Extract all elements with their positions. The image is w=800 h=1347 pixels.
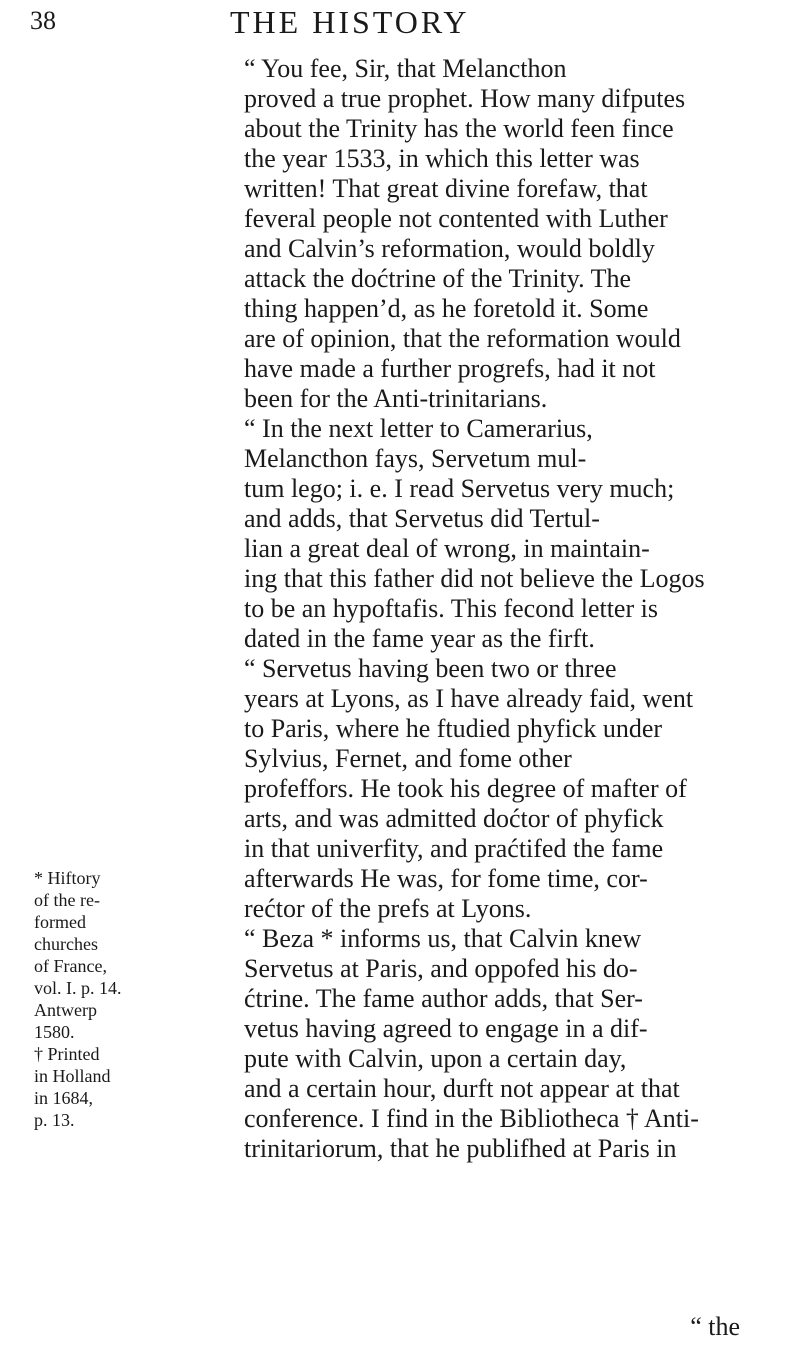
margin-note-line: of the re- <box>34 890 100 910</box>
body-line: ing that this father did not believe the Logos <box>244 564 705 593</box>
body-line: are of opinion, that the reformation would <box>244 324 681 353</box>
body-line: “ Beza * informs us, that Calvin knew <box>244 924 642 953</box>
body-line: Servetus at Paris, and oppofed his do- <box>244 954 638 983</box>
body-line: to be an hypoftafis. This fecond letter is <box>244 594 658 623</box>
margin-note-line: p. 13. <box>34 1110 75 1130</box>
margin-note-line: vol. I. p. 14. <box>34 978 122 998</box>
body-line: feveral people not contented with Luther <box>244 204 668 233</box>
body-line: and adds, that Servetus did Tertul- <box>244 504 600 533</box>
margin-note-line: in Holland <box>34 1066 111 1086</box>
body-line: arts, and was admitted doćtor of phyfick <box>244 804 664 833</box>
margin-note-line: † Printed <box>34 1044 100 1064</box>
body-line: proved a true prophet. How many difputes <box>244 84 686 113</box>
margin-note-line: in 1684, <box>34 1088 94 1108</box>
body-line: lian a great deal of wrong, in maintain- <box>244 534 650 563</box>
body-line: pute with Calvin, upon a certain day, <box>244 1044 627 1073</box>
body-line: “ Servetus having been two or three <box>244 654 617 683</box>
margin-note-line: * Hiftory <box>34 868 101 888</box>
body-line: about the Trinity has the world feen fince <box>244 114 674 143</box>
body-line: to Paris, where he ftudied phyfick under <box>244 714 663 743</box>
body-line: tum lego; i. e. I read Servetus very much; <box>244 474 675 503</box>
margin-note-line: 1580. <box>34 1022 75 1042</box>
body-line: thing happen’d, as he foretold it. Some <box>244 294 649 323</box>
running-title: THE HISTORY <box>230 4 470 40</box>
margin-note-line: of France, <box>34 956 107 976</box>
body-line: vetus having agreed to engage in a dif- <box>244 1014 648 1043</box>
body-line: and Calvin’s reformation, would boldly <box>244 234 655 263</box>
body-line: the year 1533, in which this letter was <box>244 144 640 173</box>
catchword: “ the <box>690 1312 740 1341</box>
body-line: “ You fee, Sir, that Melancthon <box>244 54 567 83</box>
body-line: profeffors. He took his degree of mafter of <box>244 774 687 803</box>
body-line: attack the doćtrine of the Trinity. The <box>244 264 632 293</box>
body-line: rećtor of the prefs at Lyons. <box>244 894 532 923</box>
body-line: trinitariorum, that he publifhed at Paris in <box>244 1134 677 1163</box>
body-line: “ In the next letter to Camerarius, <box>244 414 593 443</box>
body-line: written! That great divine forefaw, that <box>244 174 648 203</box>
margin-note-line: formed <box>34 912 86 932</box>
body-line: years at Lyons, as I have already faid, went <box>244 684 694 713</box>
body-line: in that univerfity, and praćtifed the fame <box>244 834 664 863</box>
page-number: 38 <box>30 6 56 35</box>
body-line: afterwards He was, for fome time, cor- <box>244 864 648 893</box>
body-line: Sylvius, Fernet, and fome other <box>244 744 572 773</box>
body-line: ćtrine. The fame author adds, that Ser- <box>244 984 643 1013</box>
body-line: have made a further progrefs, had it not <box>244 354 656 383</box>
margin-note-line: churches <box>34 934 98 954</box>
page-header <box>0 0 800 50</box>
body-line: Melancthon fays, Servetum mul- <box>244 444 587 473</box>
body-line: and a certain hour, durft not appear at that <box>244 1074 680 1103</box>
body-line: been for the Anti-trinitarians. <box>244 384 548 413</box>
body-line: conference. I find in the Bibliotheca † Anti- <box>244 1104 699 1133</box>
body-line: dated in the fame year as the firft. <box>244 624 595 653</box>
margin-note-line: Antwerp <box>34 1000 97 1020</box>
